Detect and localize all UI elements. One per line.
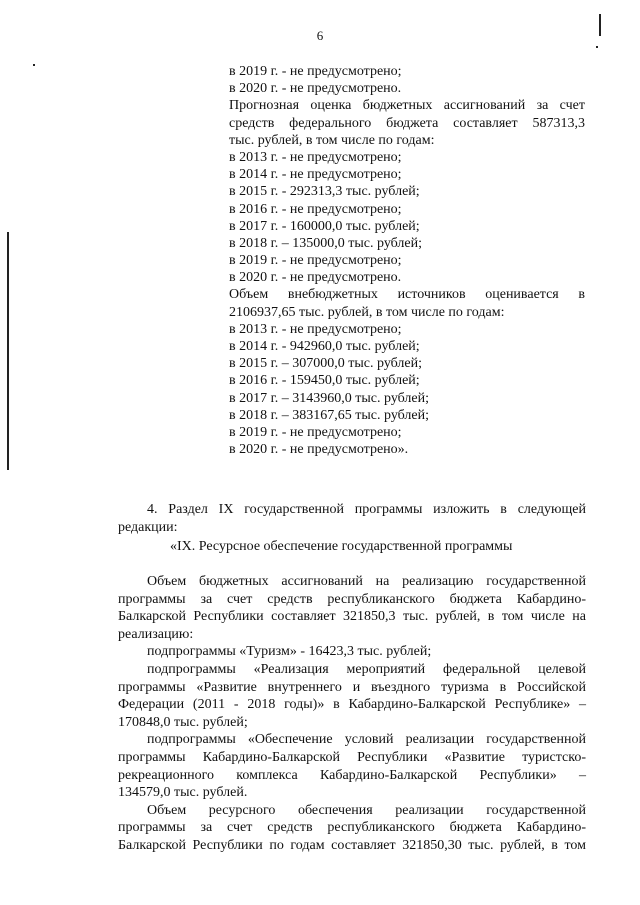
column-line: в 2019 г. - не предусмотрено; (229, 253, 402, 269)
page-number: 6 (316, 28, 324, 43)
column-line: в 2018 г. – 383167,65 тыс. рублей; (229, 407, 429, 423)
body-line: программы за счет средств республиканского бюджета Кабардино- (118, 820, 586, 836)
column-line: 2106937,65 тыс. рублей, в том числе по годам: (229, 304, 505, 320)
body-line: рекреационного комплекса Кабардино-Балкарской Республики» – (118, 767, 586, 783)
column-line: в 2013 г. - не предусмотрено; (229, 321, 402, 337)
body-line: программы за счет средств республиканского бюджета Кабардино- (118, 591, 586, 607)
section-heading (170, 538, 590, 556)
column-line: в 2013 г. - не предусмотрено; (229, 149, 402, 165)
column-line: в 2019 г. - не предусмотрено; (229, 424, 402, 440)
column-line: в 2017 г. - 160000,0 тыс. рублей; (229, 218, 420, 234)
scan-mark (596, 46, 598, 48)
body-line: подпрограммы «Туризм» - 16423,3 тыс. рублей; (147, 644, 432, 660)
body-line: 170848,0 тыс. рублей; (118, 714, 248, 730)
item-4-line: 4. Раздел IX государственной программы изложить в следующей (147, 502, 586, 517)
column-line: в 2014 г. - не предусмотрено; (229, 167, 402, 183)
column-line: средств федерального бюджета составляет 587313,3 (229, 115, 585, 131)
body-line: программы «Развитие внутреннего и въездного туризма в Российской (118, 679, 586, 695)
item-4-paragraph (118, 501, 586, 536)
column-line: в 2017 г. – 3143960,0 тыс. рублей; (229, 390, 429, 406)
column-line: в 2016 г. - 159450,0 тыс. рублей; (229, 373, 420, 389)
column-line: Прогнозная оценка бюджетных ассигнований за счет (229, 98, 585, 114)
item-4-line: редакции: (118, 519, 178, 535)
column-line: в 2019 г. - не предусмотрено; (229, 64, 402, 79)
column-line: в 2016 г. - не предусмотрено; (229, 201, 402, 217)
column-line: в 2015 г. – 307000,0 тыс. рублей; (229, 356, 422, 372)
body-line: Объем ресурсного обеспечения реализации государственной (147, 802, 586, 818)
column-line: в 2020 г. - не предусмотрено. (229, 270, 402, 286)
body-line: подпрограммы «Реализация мероприятий федеральной целевой (147, 661, 586, 677)
column-line: Объем внебюджетных источников оценивается в (229, 287, 585, 303)
body-line: Балкарской Республики по годам составляет 321850,30 тыс. рублей, в том (118, 837, 586, 853)
body-line: Федерации (2011 - 2018 годы)» в Кабардино-Балкарской Республике» – (118, 697, 586, 713)
column-line: в 2020 г. - не предусмотрено». (229, 442, 409, 458)
body-line: программы Кабардино-Балкарской Республики «Развитие туристско- (118, 749, 586, 765)
body-line: 134579,0 тыс. рублей. (118, 785, 248, 801)
body-line: Балкарской Республики составляет 321850,3 тыс. рублей, в том числе на (118, 609, 586, 625)
column-line: в 2018 г. – 135000,0 тыс. рублей; (229, 235, 422, 251)
body-line: Объем бюджетных ассигнований на реализацию государственной (147, 574, 586, 589)
scan-mark (7, 232, 9, 470)
body-text (118, 573, 586, 855)
scan-mark (599, 14, 601, 36)
financing-column (229, 63, 585, 458)
body-line: подпрограммы «Обеспечение условий реализации государственной (147, 732, 586, 748)
body-line: реализацию: (118, 626, 194, 642)
column-line: тыс. рублей, в том числе по годам: (229, 132, 435, 148)
column-line: в 2014 г. - 942960,0 тыс. рублей; (229, 339, 420, 354)
column-line: в 2020 г. - не предусмотрено. (229, 81, 402, 97)
section-heading-text: «IX. Ресурсное обеспечение государственной программы (170, 539, 513, 554)
scan-mark (33, 64, 35, 66)
column-line: в 2015 г. - 292313,3 тыс. рублей; (229, 184, 420, 200)
